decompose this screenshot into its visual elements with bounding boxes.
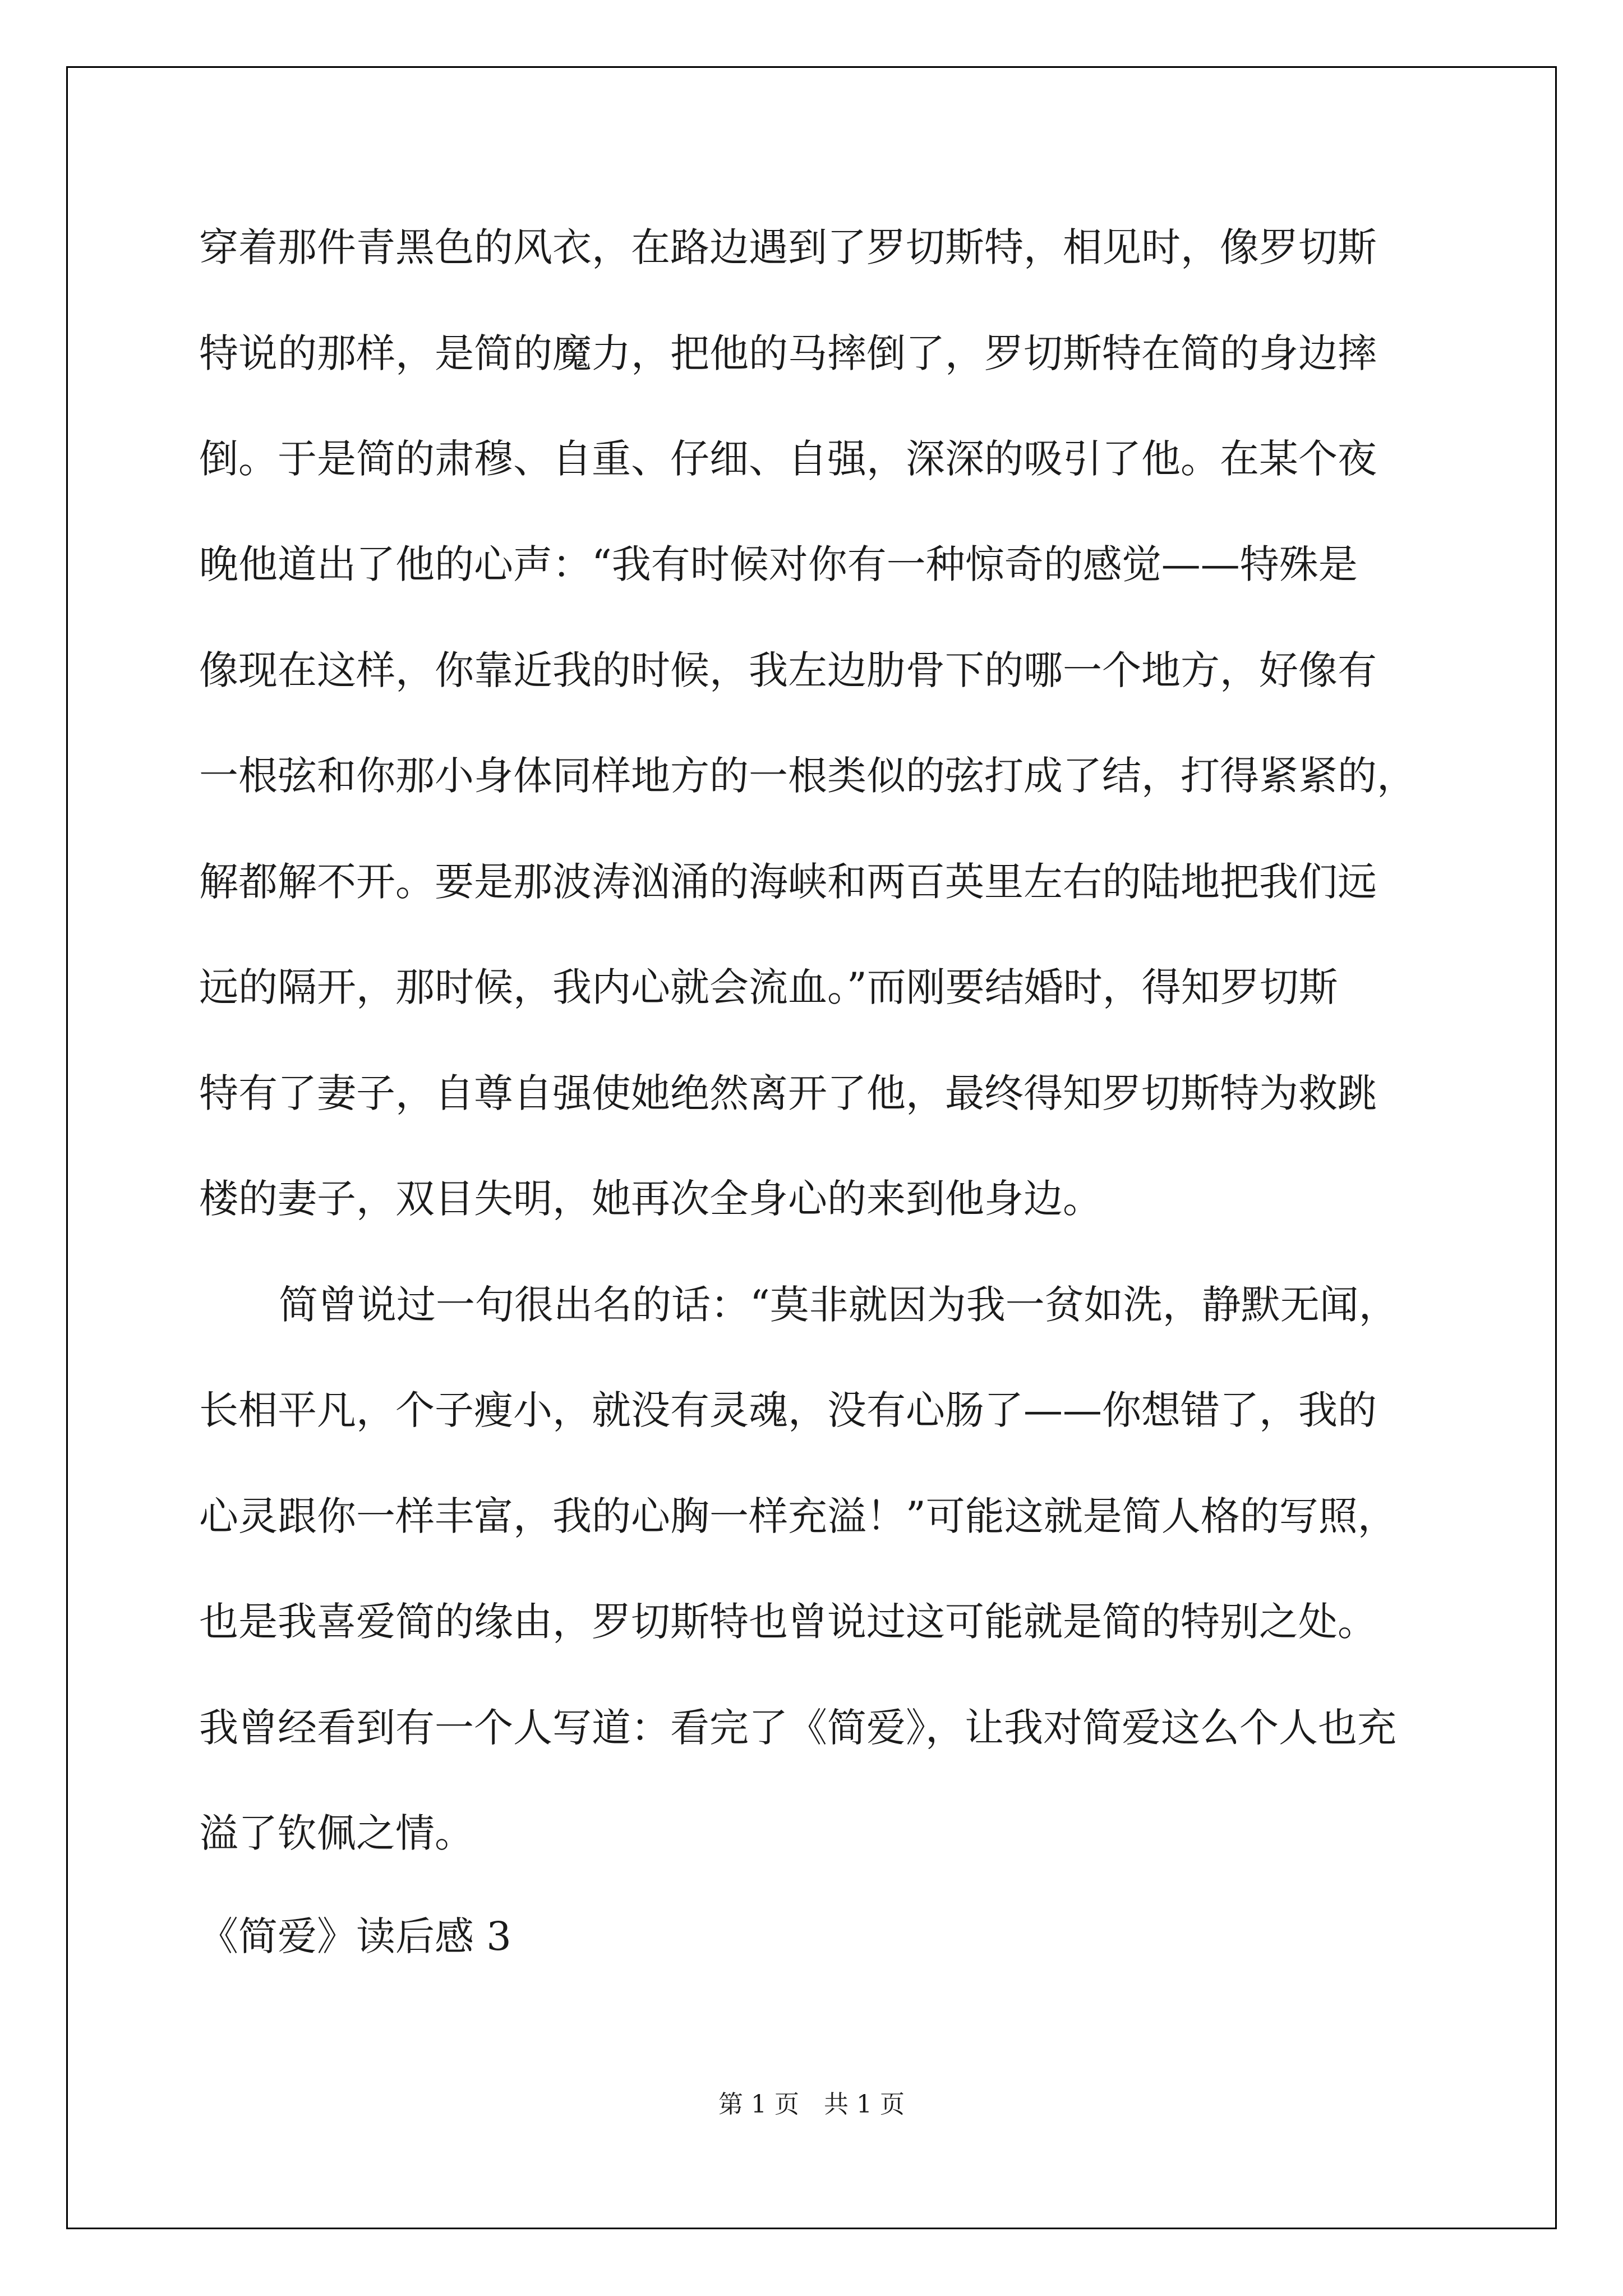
paragraph-2-line-3: 心灵跟你一样丰富，我的心胸一样充溢！”可能这就是简人格的写照， xyxy=(199,1493,1397,1539)
paragraph-1-line-8: 远的隔开，那时候，我内心就会流血。”而刚要结婚时，得知罗切斯 xyxy=(199,964,1338,1010)
paragraph-1-line-4: 晚他道出了他的心声：“我有时候对你有一种惊奇的感觉——特殊是 xyxy=(199,541,1358,587)
paragraph-1-line-1: 穿着那件青黑色的风衣，在路边遇到了罗切斯特，相见时，像罗切斯 xyxy=(199,224,1377,270)
paragraph-2-line-4: 也是我喜爱简的缘由，罗切斯特也曾说过这可能就是简的特别之处。 xyxy=(199,1599,1377,1645)
paragraph-1-line-10: 楼的妻子，双目失明，她再次全身心的来到他身边。 xyxy=(199,1176,1102,1222)
paragraph-2-line-1: 简曾说过一句很出名的话：“莫非就因为我一贫如洗，静默无闻， xyxy=(279,1282,1398,1328)
paragraph-1-line-3: 倒。于是简的肃穆、自重、仔细、自强，深深的吸引了他。在某个夜 xyxy=(199,436,1377,482)
section-heading: 《简爱》读后感 3 xyxy=(199,1913,511,1959)
paragraph-2-line-6: 溢了钦佩之情。 xyxy=(199,1810,474,1856)
paragraph-1-line-9: 特有了妻子，自尊自强使她绝然离开了他，最终得知罗切斯特为救跳 xyxy=(199,1070,1377,1116)
paragraph-1-line-7: 解都解不开。要是那波涛汹涌的海峡和两百英里左右的陆地把我们远 xyxy=(199,859,1377,905)
paragraph-1-line-5: 像现在这样，你靠近我的时候，我左边肋骨下的哪一个地方，好像有 xyxy=(199,647,1377,693)
paragraph-1-line-6: 一根弦和你那小身体同样地方的一根类似的弦打成了结，打得紧紧的， xyxy=(199,753,1416,799)
page-footer: 第 1 页 共 1 页 xyxy=(718,2090,905,2119)
paragraph-2-line-5: 我曾经看到有一个人写道：看完了《简爱》，让我对简爱这么个人也充 xyxy=(199,1705,1396,1751)
paragraph-1-line-2: 特说的那样，是简的魔力，把他的马摔倒了，罗切斯特在简的身边摔 xyxy=(199,330,1377,376)
page-border xyxy=(66,66,1557,2229)
paragraph-2-line-2: 长相平凡，个子瘦小，就没有灵魂，没有心肠了——你想错了，我的 xyxy=(199,1387,1377,1433)
